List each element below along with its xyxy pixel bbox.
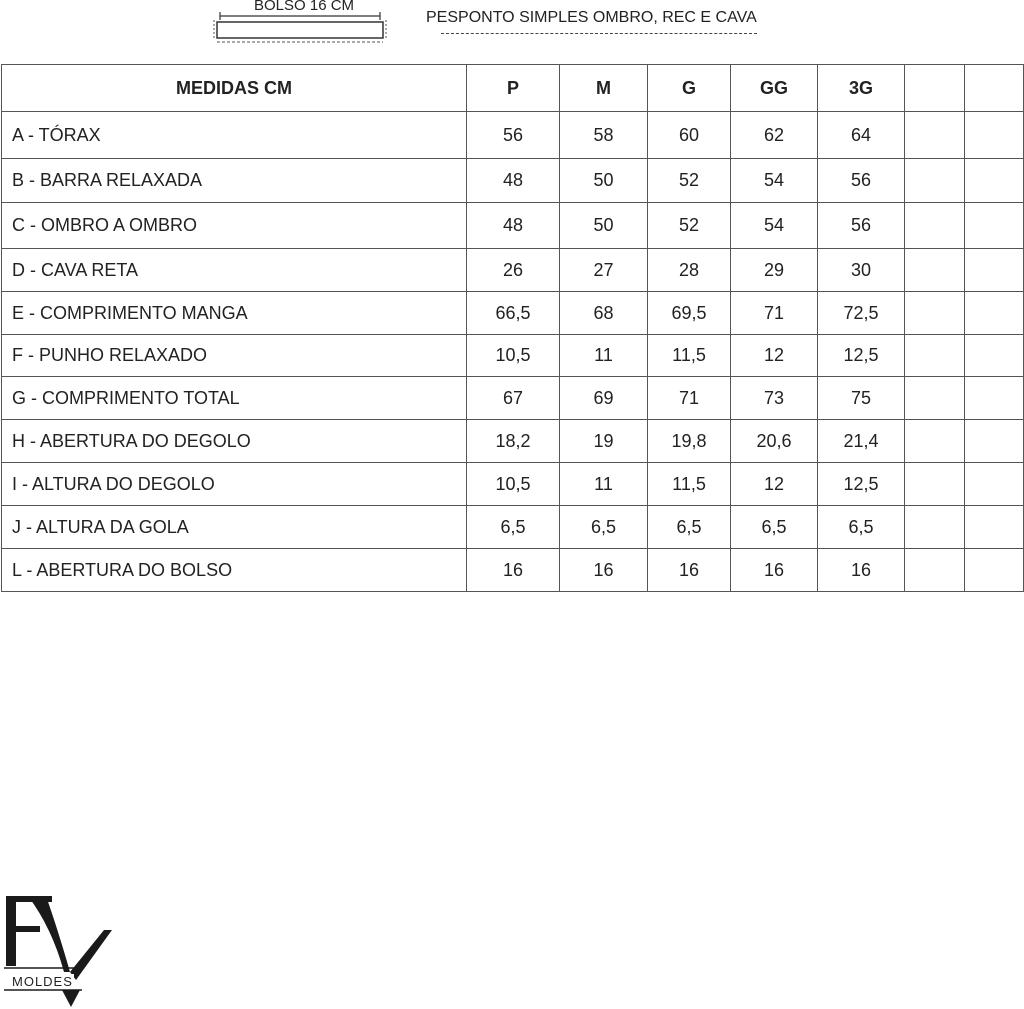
size-value-cell: 56	[818, 159, 905, 203]
size-value-cell: 12,5	[818, 335, 905, 377]
size-value-cell: 19	[560, 420, 648, 463]
size-value-cell	[965, 506, 1024, 549]
size-value-cell: 6,5	[818, 506, 905, 549]
measurement-label: D - CAVA RETA	[2, 249, 467, 292]
size-value-cell: 6,5	[731, 506, 818, 549]
stitch-note	[426, 9, 766, 34]
logo-word: MOLDES	[12, 974, 73, 989]
size-value-cell: 6,5	[648, 506, 731, 549]
size-value-cell: 48	[467, 159, 560, 203]
measurement-label: J - ALTURA DA GOLA	[2, 506, 467, 549]
pocket-diagram	[212, 0, 388, 44]
size-value-cell	[965, 463, 1024, 506]
size-value-cell: 12,5	[818, 463, 905, 506]
size-value-cell: 10,5	[467, 463, 560, 506]
size-value-cell: 56	[467, 112, 560, 159]
stitch-note-text: PESPONTO SIMPLES OMBRO, REC E CAVA	[426, 9, 757, 26]
size-value-cell: 60	[648, 112, 731, 159]
size-value-cell: 6,5	[560, 506, 648, 549]
size-value-cell: 19,8	[648, 420, 731, 463]
size-value-cell	[965, 292, 1024, 335]
size-value-cell: 68	[560, 292, 648, 335]
size-value-cell: 16	[731, 549, 818, 592]
size-value-cell: 6,5	[467, 506, 560, 549]
size-value-cell: 73	[731, 377, 818, 420]
size-value-cell: 16	[560, 549, 648, 592]
header-cell: P	[467, 65, 560, 112]
size-value-cell	[905, 292, 965, 335]
table-row	[2, 506, 1024, 549]
size-value-cell	[905, 463, 965, 506]
size-value-cell: 16	[648, 549, 731, 592]
table-row	[2, 249, 1024, 292]
size-value-cell: 48	[467, 203, 560, 249]
size-value-cell: 50	[560, 159, 648, 203]
size-value-cell: 12	[731, 463, 818, 506]
size-value-cell	[965, 420, 1024, 463]
size-value-cell: 11,5	[648, 463, 731, 506]
measurement-label: C - OMBRO A OMBRO	[2, 203, 467, 249]
size-value-cell: 62	[731, 112, 818, 159]
size-value-cell	[905, 420, 965, 463]
header-cell	[965, 65, 1024, 112]
size-value-cell: 52	[648, 159, 731, 203]
size-value-cell	[905, 159, 965, 203]
measurement-label: F - PUNHO RELAXADO	[2, 335, 467, 377]
size-value-cell: 27	[560, 249, 648, 292]
table-row	[2, 549, 1024, 592]
size-value-cell: 72,5	[818, 292, 905, 335]
size-value-cell: 75	[818, 377, 905, 420]
size-value-cell	[965, 159, 1024, 203]
pocket-label: BOLSO 16 CM	[252, 0, 356, 14]
size-value-cell: 21,4	[818, 420, 905, 463]
table-row	[2, 203, 1024, 249]
size-value-cell: 11	[560, 335, 648, 377]
size-value-cell	[965, 335, 1024, 377]
measurement-label: I - ALTURA DO DEGOLO	[2, 463, 467, 506]
size-value-cell: 71	[648, 377, 731, 420]
size-value-cell: 52	[648, 203, 731, 249]
table-row	[2, 377, 1024, 420]
size-value-cell: 54	[731, 203, 818, 249]
size-value-cell: 10,5	[467, 335, 560, 377]
size-value-cell: 30	[818, 249, 905, 292]
header-cell: MEDIDAS CM	[2, 65, 467, 112]
header-cell: M	[560, 65, 648, 112]
size-value-cell	[905, 549, 965, 592]
size-value-cell: 28	[648, 249, 731, 292]
size-value-cell: 20,6	[731, 420, 818, 463]
fv-moldes-logo	[0, 890, 120, 1009]
size-value-cell: 54	[731, 159, 818, 203]
table-row	[2, 159, 1024, 203]
size-value-cell: 58	[560, 112, 648, 159]
size-value-cell: 67	[467, 377, 560, 420]
measurement-label: E - COMPRIMENTO MANGA	[2, 292, 467, 335]
size-value-cell	[965, 377, 1024, 420]
size-value-cell: 71	[731, 292, 818, 335]
size-value-cell: 26	[467, 249, 560, 292]
table-row	[2, 420, 1024, 463]
size-value-cell: 69,5	[648, 292, 731, 335]
size-value-cell: 16	[467, 549, 560, 592]
logo-monogram	[0, 890, 120, 1009]
size-value-cell	[905, 377, 965, 420]
measurement-label: G - COMPRIMENTO TOTAL	[2, 377, 467, 420]
stitch-dashed-line	[441, 33, 757, 34]
size-value-cell: 16	[818, 549, 905, 592]
size-value-cell: 64	[818, 112, 905, 159]
measurement-label: L - ABERTURA DO BOLSO	[2, 549, 467, 592]
header-cell	[905, 65, 965, 112]
measurement-label: H - ABERTURA DO DEGOLO	[2, 420, 467, 463]
size-value-cell: 11	[560, 463, 648, 506]
size-value-cell	[905, 249, 965, 292]
table-row	[2, 463, 1024, 506]
size-value-cell: 69	[560, 377, 648, 420]
table-row	[2, 335, 1024, 377]
size-value-cell: 18,2	[467, 420, 560, 463]
size-value-cell	[905, 112, 965, 159]
table-row	[2, 112, 1024, 159]
header-cell: 3G	[818, 65, 905, 112]
size-value-cell: 29	[731, 249, 818, 292]
measurement-label: B - BARRA RELAXADA	[2, 159, 467, 203]
size-value-cell	[965, 203, 1024, 249]
size-value-cell	[905, 203, 965, 249]
measurements-table	[1, 64, 1024, 592]
table-row	[2, 292, 1024, 335]
measurement-label: A - TÓRAX	[2, 112, 467, 159]
size-value-cell	[965, 549, 1024, 592]
size-value-cell: 56	[818, 203, 905, 249]
size-value-cell: 50	[560, 203, 648, 249]
header-cell: G	[648, 65, 731, 112]
size-value-cell	[905, 335, 965, 377]
header-cell: GG	[731, 65, 818, 112]
size-value-cell	[965, 112, 1024, 159]
size-value-cell	[965, 249, 1024, 292]
size-value-cell: 66,5	[467, 292, 560, 335]
table-header-row	[2, 65, 1024, 112]
size-value-cell	[905, 506, 965, 549]
size-value-cell: 11,5	[648, 335, 731, 377]
size-value-cell: 12	[731, 335, 818, 377]
